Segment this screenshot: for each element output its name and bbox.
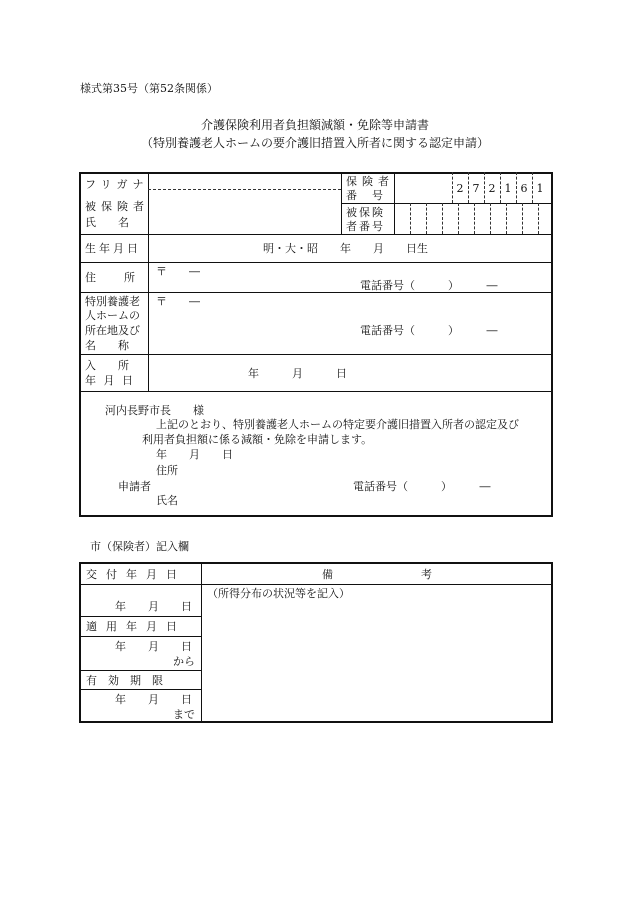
apply-date-value: 年 月 日 [115,640,192,653]
city-row-line [79,689,201,690]
insured-digit-sep [426,203,427,234]
row-line-admission [79,391,553,392]
insured-name-field[interactable] [150,190,340,233]
city-row-line [79,636,201,637]
city-section-heading: 市（保険者）記入欄 [90,540,189,553]
postal-mark: 〒 ― [156,265,200,278]
insurer-number-label: 保険者 [346,175,394,188]
facility-label: 所在地及び [85,324,140,337]
remarks-note: （所得分布の状況等を記入） [207,587,350,600]
insured-digit-sep [474,203,475,234]
row-line-facility [79,354,553,355]
addressee: 河内長野市長 様 [105,404,204,417]
row-line-birth [79,262,553,263]
city-row-line [79,616,201,617]
validity-date-value: 年 月 日 [115,693,192,706]
issue-date-label: 交付年月日 [86,568,186,581]
insured-number-label: 者番号 [346,220,385,233]
address-label: 住 所 [85,271,137,284]
facility-label: 特別養護老 [85,295,140,308]
insured-digit-sep [538,203,539,234]
insurer-digit: 7 [472,182,480,195]
admission-value: 年 月 日 [248,367,347,380]
city-header-line [79,584,553,585]
facility-phone: 電話番号（ ） ― [360,324,498,337]
insured-digit-sep [506,203,507,234]
insurer-digit: 2 [488,182,496,195]
city-row-line [79,670,201,671]
form-number: 様式第35号（第52条関係） [80,82,218,95]
applicant-label: 申請者 [118,480,151,493]
furigana-label: フリガナ [85,178,149,191]
request-body-2: 利用者負担額に係る減額・免除を申請します。 [142,433,373,446]
insurer-digit: 1 [504,182,512,195]
applicant-name-label: 氏名 [156,494,178,507]
city-column-divider [201,562,202,723]
until-label: まで [173,708,195,721]
birthdate-value: 明・大・昭 年 月 日生 [263,242,428,255]
insurer-digit-sep [452,172,453,203]
birthdate-label: 生年月日 [85,242,141,255]
facility-postal-mark: 〒 ― [156,295,200,308]
validity-label: 有 効 期 限 [86,674,163,687]
insured-digit-sep [490,203,491,234]
facility-label: 人ホームの [85,309,140,322]
request-date: 年 月 日 [156,448,233,461]
insurer-digit-sep [532,172,533,203]
insurer-number-label: 番 号 [346,189,385,202]
insurer-digit-sep [500,172,501,203]
admission-label: 年 月 日 [85,374,135,387]
insured-digit-sep [522,203,523,234]
insured-digit-sep [410,203,411,234]
insurer-digit-sep [468,172,469,203]
from-label: から [173,655,195,668]
form-title: 介護保険利用者負担額減額・免除等申請書 [200,118,429,132]
address-phone: 電話番号（ ） ― [360,279,498,292]
insured-number-label: 被保険 [346,206,385,219]
insured-digit-sep [442,203,443,234]
form-subtitle: （特別養護老人ホームの要介護旧措置入所者に関する認定申請） [140,136,489,150]
issue-date-value: 年 月 日 [115,600,192,613]
apply-date-label: 適用年月日 [86,620,186,633]
insurer-digit: 1 [536,182,544,195]
applicant-phone: 電話番号（ ） ― [353,480,491,493]
insured-name-label: 被保険者 [85,200,149,213]
row-line-name [79,234,553,235]
insurer-digit: 2 [456,182,464,195]
insured-digit-sep [458,203,459,234]
row-line-address [79,292,553,293]
facility-label: 名 称 [85,339,129,352]
insured-name-label: 氏 名 [85,216,129,229]
request-body-1: 上記のとおり、特別養護老人ホームの特定要介護旧措置入所者の認定及び [156,418,519,431]
admission-label: 入 所 [85,359,129,372]
remarks-label: 備 考 [322,568,432,581]
insurer-digit-sep [484,172,485,203]
insurer-digit: 6 [520,182,528,195]
insurer-digit-sep [516,172,517,203]
applicant-address-label: 住所 [156,464,178,477]
